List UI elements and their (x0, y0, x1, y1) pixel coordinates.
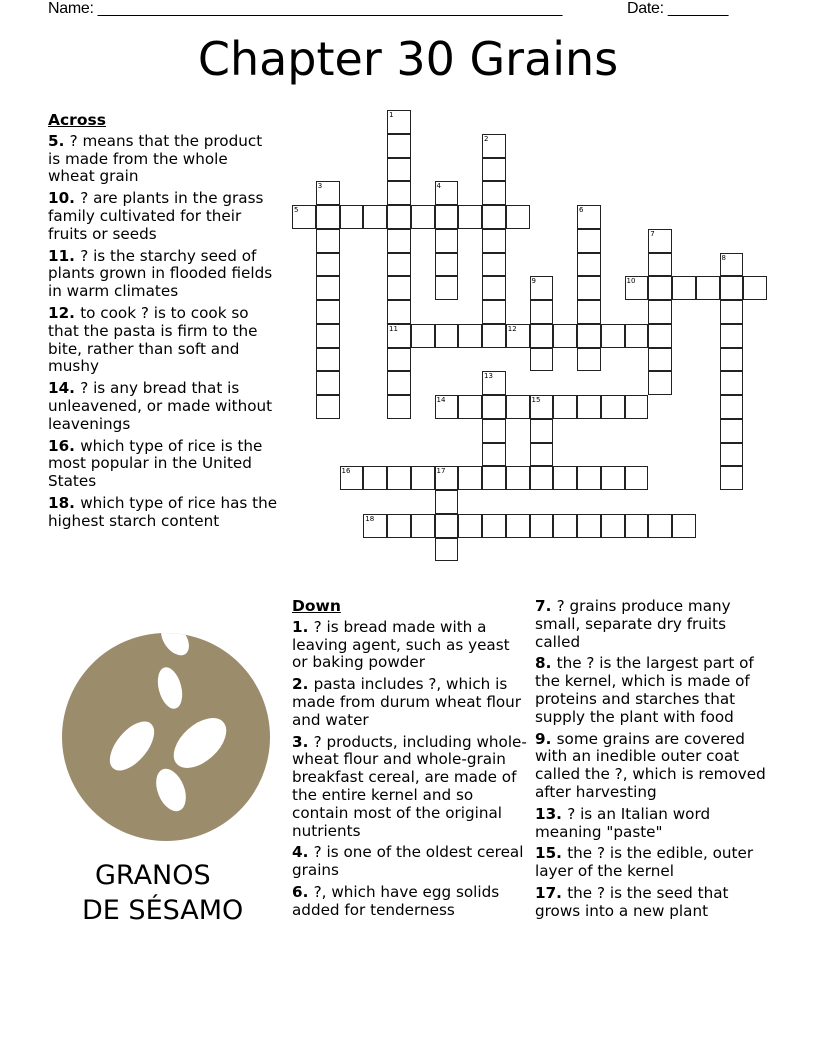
grid-cell[interactable] (316, 371, 340, 395)
clue-text: ? are plants in the grass family cultivated for their fruits or seeds (48, 189, 264, 243)
grid-cell[interactable] (458, 466, 482, 490)
grid-cell[interactable] (648, 348, 672, 372)
grid-cell[interactable] (435, 324, 459, 348)
grid-cell[interactable] (506, 205, 530, 229)
grid-cell[interactable] (625, 395, 649, 419)
grid-cell[interactable] (387, 134, 411, 158)
grid-cell[interactable] (577, 395, 601, 419)
clue-text: the ? is the seed that grows into a new plant (535, 883, 729, 920)
clue-number: 2. (292, 675, 314, 694)
grid-cell[interactable] (387, 395, 411, 419)
grid-cell[interactable] (340, 205, 364, 229)
cell-number: 2 (484, 134, 489, 143)
grid-cell[interactable] (530, 514, 554, 538)
grid-cell[interactable] (648, 324, 672, 348)
grid-cell[interactable] (411, 466, 435, 490)
grid-cell[interactable] (648, 229, 672, 253)
sesame-seeds-icon (62, 633, 270, 841)
grid-cell[interactable] (530, 300, 554, 324)
clue-text: ? is one of the oldest cereal grains (292, 843, 524, 880)
grid-cell[interactable] (648, 300, 672, 324)
grid-cell[interactable] (625, 276, 649, 300)
grid-cell[interactable] (435, 395, 459, 419)
clue-number: 1. (292, 617, 314, 636)
cell-number: 3 (317, 182, 323, 191)
grid-cell[interactable] (530, 276, 554, 300)
clue-number: 15. (535, 844, 568, 863)
cell-number: 7 (650, 229, 655, 238)
logo-caption (82, 858, 243, 928)
cell-number: 11 (389, 324, 398, 333)
clue-number: 4. (292, 843, 314, 862)
logo-caption-line2: DE SÉSAMO (82, 895, 244, 926)
down-clue-list-1 (292, 619, 528, 920)
clue-number: 8. (535, 654, 557, 673)
grid-cell[interactable] (340, 466, 364, 490)
clue-text: which type of rice is the most popular in the United States (48, 436, 263, 491)
grid-cell[interactable] (720, 395, 744, 419)
grid-cell[interactable] (530, 466, 554, 490)
clue-text: ? grains produce many small, separate dry fruits called (535, 597, 731, 651)
name-field[interactable]: Name: ______________________________________________________ (48, 0, 563, 17)
grid-cell[interactable] (387, 300, 411, 324)
clue-across-18 (48, 495, 278, 531)
clue-number: 18. (48, 493, 81, 512)
grid-cell[interactable] (387, 324, 411, 348)
grid-cell[interactable] (316, 300, 340, 324)
grid-cell[interactable] (387, 466, 411, 490)
cell-number: 5 (294, 206, 299, 214)
clue-text: to cook ? is to cook so that the pasta is firm to the bite, rather than soft and mushy (48, 303, 258, 376)
clue-number: 9. (535, 729, 557, 748)
cell-number: 4 (436, 182, 441, 191)
clue-text: ? products, including whole-wheat flour and whole-grain breakfast cereal, are made of the entire kernel and so contain most of the original nutrients (292, 732, 527, 840)
grid-cell[interactable] (411, 205, 435, 229)
grid-cell[interactable] (482, 229, 506, 253)
grid-cell[interactable] (363, 514, 387, 538)
cell-number: 6 (579, 206, 584, 214)
grid-cell[interactable] (458, 514, 482, 538)
clue-text: ? is an Italian word meaning "paste" (535, 804, 711, 841)
grid-cell[interactable] (387, 514, 411, 538)
grid-cell[interactable] (577, 229, 601, 253)
down-clues-column-2 (535, 598, 771, 925)
grid-cell[interactable] (387, 158, 411, 182)
grid-cell[interactable] (363, 466, 387, 490)
grid-cell[interactable] (506, 395, 530, 419)
clue-text: ? is the starchy seed of plants grown in flooded fields in warm climates (48, 246, 273, 301)
grid-cell[interactable] (530, 395, 554, 419)
date-field[interactable]: Date: _______ (627, 0, 729, 17)
grid-cell[interactable] (601, 324, 625, 348)
grid-cell[interactable] (387, 181, 411, 205)
cell-number: 13 (484, 372, 493, 381)
grid-cell[interactable] (411, 514, 435, 538)
clue-down-4 (292, 844, 528, 880)
grid-cell[interactable] (435, 514, 459, 538)
clue-text: which type of rice has the highest starch content (48, 493, 278, 530)
grid-cell[interactable] (435, 490, 459, 514)
grid-cell[interactable] (316, 395, 340, 419)
grid-cell[interactable] (292, 205, 316, 229)
grid-cell[interactable] (648, 253, 672, 277)
grid-cell[interactable] (720, 276, 744, 300)
grid-cell[interactable] (625, 514, 649, 538)
grid-cell[interactable] (482, 324, 506, 348)
grid-cell[interactable] (387, 110, 411, 134)
grid-cell[interactable] (387, 229, 411, 253)
clue-text: some grains are covered with an inedible outer coat called the ?, which is removed after harvesting (535, 729, 766, 801)
grid-cell[interactable] (482, 276, 506, 300)
cell-number: 16 (341, 467, 351, 476)
grid-cell[interactable] (458, 395, 482, 419)
clue-down-3 (292, 734, 528, 841)
grid-cell[interactable] (577, 276, 601, 300)
grid-cell[interactable] (482, 371, 506, 395)
grid-cell[interactable] (411, 324, 435, 348)
grid-cell[interactable] (696, 276, 720, 300)
across-clue-list (48, 133, 278, 531)
grid-cell[interactable] (720, 348, 744, 372)
clue-across-5 (48, 133, 278, 186)
grid-cell[interactable] (530, 348, 554, 372)
clue-text: the ? is the largest part of the kernel, which is made of proteins and starches that supply the plant with food (535, 654, 754, 726)
clue-number: 7. (535, 597, 557, 615)
grid-cell[interactable] (435, 466, 459, 490)
clue-number: 11. (48, 246, 81, 265)
clue-across-14 (48, 380, 278, 433)
grid-cell[interactable] (625, 324, 649, 348)
grid-cell[interactable] (482, 466, 506, 490)
grid-cell[interactable] (506, 514, 530, 538)
grid-cell[interactable] (316, 324, 340, 348)
grid-cell[interactable] (482, 300, 506, 324)
grid-cell[interactable] (720, 419, 744, 443)
clue-down-15 (535, 845, 771, 881)
grid-cell[interactable] (387, 253, 411, 277)
clue-across-11 (48, 248, 278, 301)
cell-number: 8 (721, 253, 726, 262)
clue-down-1 (292, 619, 528, 672)
cell-number: 14 (436, 396, 446, 404)
clue-number: 16. (48, 436, 81, 455)
grid-cell[interactable] (482, 419, 506, 443)
grid-cell[interactable] (363, 205, 387, 229)
clue-text: pasta includes ?, which is made from durum wheat flour and water (292, 675, 522, 729)
grid-cell[interactable] (720, 466, 744, 490)
grid-cell[interactable] (482, 134, 506, 158)
grid-cell[interactable] (316, 229, 340, 253)
clue-number: 13. (535, 804, 568, 823)
grid-cell[interactable] (482, 443, 506, 467)
cell-number: 18 (365, 514, 375, 523)
grid-cell[interactable] (482, 253, 506, 277)
grid-cell[interactable] (316, 205, 340, 229)
cell-number: 10 (626, 277, 636, 286)
grid-cell[interactable] (482, 205, 506, 229)
clue-down-9 (535, 731, 771, 802)
cell-number: 9 (531, 277, 536, 286)
grid-cell[interactable] (743, 276, 767, 300)
down-clue-list-2 (535, 598, 771, 921)
grid-cell[interactable] (720, 371, 744, 395)
grid-cell[interactable] (672, 276, 696, 300)
grid-cell[interactable] (387, 276, 411, 300)
clue-down-17 (535, 885, 771, 921)
across-clues (48, 112, 278, 535)
grid-cell[interactable] (720, 253, 744, 277)
clue-number: 10. (48, 189, 81, 208)
grid-cell[interactable] (530, 419, 554, 443)
grid-cell[interactable] (435, 276, 459, 300)
grid-cell[interactable] (482, 158, 506, 182)
grid-cell[interactable] (482, 181, 506, 205)
grid-cell[interactable] (601, 514, 625, 538)
grid-cell[interactable] (316, 253, 340, 277)
clue-number: 3. (292, 732, 314, 751)
cell-number: 12 (507, 324, 517, 333)
cell-number: 1 (389, 111, 394, 119)
grid-cell[interactable] (482, 395, 506, 419)
grid-cell[interactable] (387, 348, 411, 372)
grid-cell[interactable] (530, 443, 554, 467)
grid-cell[interactable] (316, 348, 340, 372)
clue-text: ? means that the product is made from the whole wheat grain (48, 131, 263, 186)
grid-cell[interactable] (553, 395, 577, 419)
grid-cell[interactable] (316, 181, 340, 205)
grid-cell[interactable] (625, 466, 649, 490)
grid-cell[interactable] (577, 300, 601, 324)
logo-caption-line1: GRANOS (95, 860, 211, 891)
grid-cell[interactable] (577, 466, 601, 490)
down-heading: Down (292, 597, 341, 615)
grid-cell[interactable] (458, 205, 482, 229)
grid-cell[interactable] (387, 371, 411, 395)
grid-cell[interactable] (482, 514, 506, 538)
clue-text: ?, which have egg solids added for tenderness (292, 882, 500, 919)
grid-cell[interactable] (316, 276, 340, 300)
grid-cell[interactable] (506, 466, 530, 490)
grid-cell[interactable] (648, 514, 672, 538)
grid-cell[interactable] (577, 514, 601, 538)
clue-number: 6. (292, 882, 314, 901)
cell-number: 17 (436, 467, 446, 476)
clue-down-13 (535, 806, 771, 842)
clue-down-6 (292, 884, 528, 920)
grid-cell[interactable] (577, 348, 601, 372)
clue-down-7 (535, 598, 771, 651)
grid-cell[interactable] (458, 324, 482, 348)
grid-cell[interactable] (720, 300, 744, 324)
grid-cell[interactable] (601, 395, 625, 419)
grid-cell[interactable] (553, 514, 577, 538)
grid-cell[interactable] (577, 253, 601, 277)
grid-cell[interactable] (720, 443, 744, 467)
grid-cell[interactable] (435, 181, 459, 205)
clue-across-16 (48, 438, 278, 491)
grid-cell[interactable] (387, 205, 411, 229)
page-title: Chapter 30 Grains (197, 32, 619, 86)
clue-text: ? is bread made with a leaving agent, such as yeast or baking powder (292, 617, 510, 672)
clue-number: 5. (48, 131, 70, 150)
cell-number: 15 (531, 396, 541, 404)
down-clues-column-1 (292, 598, 528, 924)
grid-cell[interactable] (577, 324, 601, 348)
grid-cell[interactable] (553, 466, 577, 490)
clue-text: ? is any bread that is unleavened, or made without leavenings (48, 379, 273, 433)
grid-cell[interactable] (720, 324, 744, 348)
grid-cell[interactable] (435, 538, 459, 562)
clue-number: 14. (48, 379, 81, 398)
grid-cell[interactable] (553, 324, 577, 348)
grid-cell[interactable] (506, 324, 530, 348)
grid-cell[interactable] (648, 276, 672, 300)
across-heading: Across (48, 111, 106, 129)
grid-cell[interactable] (577, 205, 601, 229)
clue-number: 17. (535, 883, 568, 902)
clue-number: 12. (48, 303, 81, 322)
clue-down-8 (535, 655, 771, 726)
clue-text: the ? is the edible, outer layer of the kernel (535, 844, 754, 881)
clue-across-12 (48, 305, 278, 376)
grid-cell[interactable] (435, 205, 459, 229)
clue-down-2 (292, 676, 528, 729)
grid-cell[interactable] (530, 324, 554, 348)
grid-cell[interactable] (435, 229, 459, 253)
grid-cell[interactable] (672, 514, 696, 538)
clue-across-10 (48, 190, 278, 243)
grid-cell[interactable] (601, 466, 625, 490)
grid-cell[interactable] (435, 253, 459, 277)
grid-cell[interactable] (648, 371, 672, 395)
